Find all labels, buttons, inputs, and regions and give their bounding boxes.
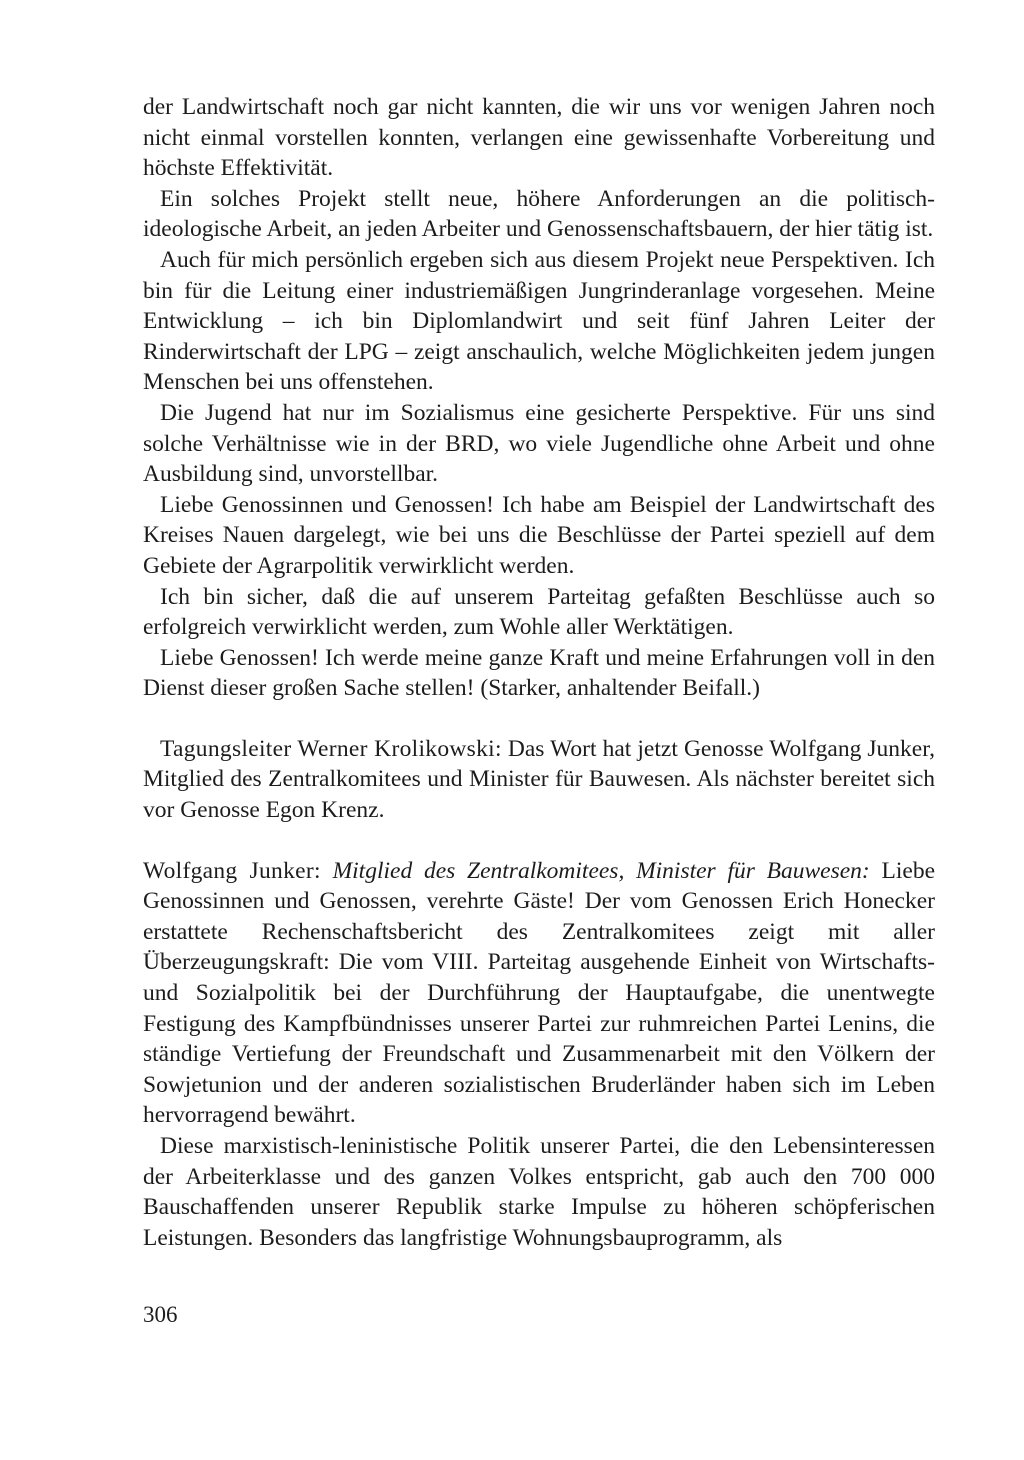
paragraph: der Landwirtschaft noch gar nicht kannten, die wir uns vor wenigen Jahren noch nicht einmal vorstellen konnten, verlangen eine gewissenhafte Vorbereitung und höchste Effektivität. (143, 94, 935, 182)
page-body (143, 92, 935, 1253)
section-gap (143, 826, 935, 856)
announcement-text: Das Wort hat jetzt Genosse Wolfgang Junker, Mitglied des Zentralkomitees und Minister für Bauwesen. Als nächster bereitet sich vor Genosse Egon Krenz. (143, 735, 935, 824)
speaker-role: Mitglied des Zentralkomitees, Minister für Bauwesen: (332, 857, 870, 884)
speech-text: Liebe Genossinnen und Genossen, verehrte Gäste! Der vom Genossen Erich Honecker erstattete Rechenschaftsbericht des Zentralkomitees zeigt mit aller Überzeugungskraft: Die vom VIII. Parteitag ausgehende Einheit von Wirtschafts- und Sozialpolitik bei der Durchführung der Hauptaufgabe, die unentwegte Festigung des Kampfbündnisses unserer Partei zur ruhmreichen Partei Lenins, die ständige Vertiefung der Freundschaft und Zusammenarbeit mit den Völkern der Sowjetunion und der anderen sozialistischen Bruderländer haben sich im Leben hervorragend bewährt. (143, 857, 935, 1129)
page-number: 306 (143, 1302, 178, 1327)
paragraph: Die Jugend hat nur im Sozialismus eine gesicherte Perspektive. Für uns sind solche Verhältnisse wie in der BRD, wo viele Jugendliche ohne Arbeit und ohne Ausbildung sind, unvorstellbar. (143, 399, 935, 488)
paragraph: Liebe Genossen! Ich werde meine ganze Kraft und meine Erfahrungen voll in den Dienst dieser großen Sache stellen! (Starker, anhaltender Beifall.) (143, 644, 935, 702)
paragraph: Ich bin sicher, daß die auf unserem Parteitag gefaßten Beschlüsse auch so erfolgreich verwirklicht werden, zum Wohle aller Werktätigen. (143, 583, 935, 641)
paragraph: Auch für mich persönlich ergeben sich aus diesem Projekt neue Perspektiven. Ich bin für die Leitung einer industriemäßigen Jungrinderanlage vorgesehen. Meine Entwicklung – ich bin Diplomlandwirt und seit fünf Jahren Leiter der Rinderwirtschaft der LPG – zeigt anschaulich, welche Möglichkeiten jedem jungen Menschen bei uns offenstehen. (143, 246, 935, 396)
paragraph: Liebe Genossinnen und Genossen! Ich habe am Beispiel der Landwirtschaft des Kreises Nauen dargelegt, wie bei uns die Beschlüsse der Partei speziell auf dem Gebiete der Agrarpolitik verwirklicht werden. (143, 491, 935, 579)
paragraph: Ein solches Projekt stellt neue, höhere Anforderungen an die politisch-ideologische Arbeit, an jeden Arbeiter und Genossenschaftsbauern, der hier tätig ist. (143, 185, 935, 243)
section-gap (143, 704, 935, 734)
speaker-name: Wolfgang Junker: (143, 857, 321, 884)
chair-announcement (143, 734, 935, 826)
paragraph: Diese marxistisch-leninistische Politik unserer Partei, die den Lebensinteressen der Arbeiterklasse und des ganzen Volkes entspricht, gab auch den 700 000 Bauschaffenden unserer Republik starke Impulse zu höheren schöpferischen Leistungen. Besonders das langfristige Wohnungsbauprogramm, als (143, 1133, 935, 1251)
speaker-name: Tagungsleiter Werner Krolikowski: (160, 735, 502, 762)
speech-opening (143, 856, 935, 1131)
